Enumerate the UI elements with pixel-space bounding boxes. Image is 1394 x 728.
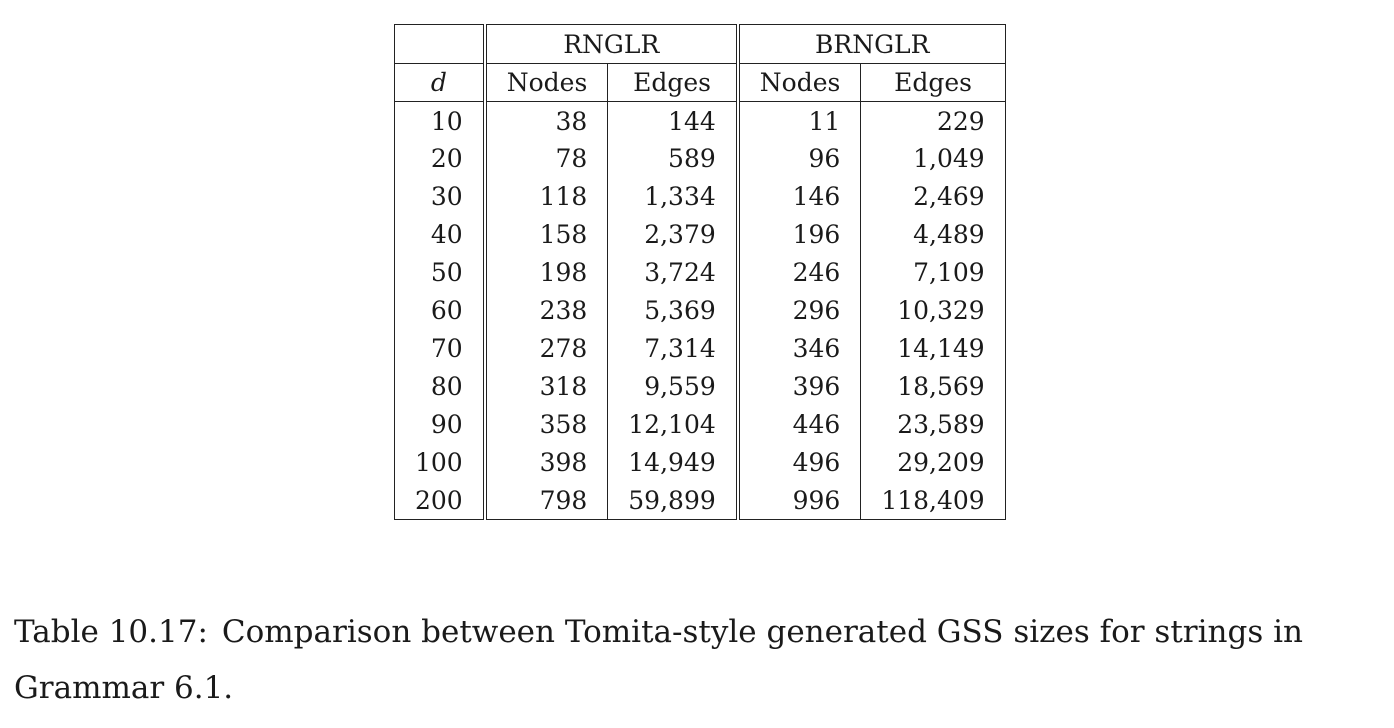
table-row: [395, 444, 1006, 482]
group-header-rnglr: RNGLR: [485, 25, 738, 64]
cell-rnglr-nodes: 358: [485, 406, 608, 444]
table-row: [395, 292, 1006, 330]
table-row: [395, 216, 1006, 254]
cell-rnglr-edges: 589: [608, 140, 738, 178]
cell-brnglr-edges: 23,589: [861, 406, 1005, 444]
table-row: [395, 254, 1006, 292]
cell-brnglr-edges: 4,489: [861, 216, 1005, 254]
cell-d: 70: [395, 330, 485, 368]
cell-rnglr-edges: 9,559: [608, 368, 738, 406]
cell-brnglr-edges: 1,049: [861, 140, 1005, 178]
cell-rnglr-nodes: 318: [485, 368, 608, 406]
sub-header-row: [395, 64, 1006, 102]
cell-brnglr-nodes: 11: [738, 102, 861, 140]
cell-rnglr-edges: 14,949: [608, 444, 738, 482]
cell-d: 60: [395, 292, 485, 330]
caption-text-line2: Grammar 6.1.: [14, 670, 234, 706]
table-row: [395, 406, 1006, 444]
cell-brnglr-edges: 29,209: [861, 444, 1005, 482]
cell-brnglr-nodes: 996: [738, 482, 861, 520]
cell-d: 100: [395, 444, 485, 482]
rnglr-edges-header: Edges: [608, 64, 738, 102]
cell-d: 80: [395, 368, 485, 406]
cell-rnglr-nodes: 118: [485, 178, 608, 216]
cell-rnglr-nodes: 798: [485, 482, 608, 520]
cell-brnglr-edges: 10,329: [861, 292, 1005, 330]
cell-brnglr-edges: 2,469: [861, 178, 1005, 216]
cell-rnglr-edges: 59,899: [608, 482, 738, 520]
cell-brnglr-nodes: 196: [738, 216, 861, 254]
cell-brnglr-nodes: 146: [738, 178, 861, 216]
table-body: [395, 102, 1006, 520]
cell-brnglr-edges: 229: [861, 102, 1005, 140]
cell-rnglr-edges: 2,379: [608, 216, 738, 254]
cell-brnglr-nodes: 246: [738, 254, 861, 292]
table-row: [395, 482, 1006, 520]
cell-rnglr-edges: 3,724: [608, 254, 738, 292]
cell-brnglr-nodes: 396: [738, 368, 861, 406]
group-header-brnglr: BRNGLR: [738, 25, 1005, 64]
table-row: [395, 102, 1006, 140]
caption-label: Table 10.17:: [14, 614, 208, 650]
cell-d: 30: [395, 178, 485, 216]
d-header: d: [395, 64, 485, 102]
table-caption: [14, 604, 1380, 716]
table-row: [395, 330, 1006, 368]
caption-text-line1: Comparison between Tomita-style generated GSS sizes for strings in: [221, 614, 1303, 650]
cell-rnglr-nodes: 78: [485, 140, 608, 178]
table-row: [395, 368, 1006, 406]
cell-brnglr-edges: 14,149: [861, 330, 1005, 368]
cell-rnglr-nodes: 278: [485, 330, 608, 368]
cell-rnglr-edges: 144: [608, 102, 738, 140]
table-row: [395, 140, 1006, 178]
cell-rnglr-nodes: 238: [485, 292, 608, 330]
cell-brnglr-edges: 18,569: [861, 368, 1005, 406]
cell-d: 40: [395, 216, 485, 254]
cell-d: 10: [395, 102, 485, 140]
cell-rnglr-edges: 7,314: [608, 330, 738, 368]
cell-d: 200: [395, 482, 485, 520]
cell-brnglr-nodes: 496: [738, 444, 861, 482]
cell-brnglr-nodes: 446: [738, 406, 861, 444]
cell-rnglr-nodes: 158: [485, 216, 608, 254]
table-row: [395, 178, 1006, 216]
corner-cell: [395, 25, 485, 64]
cell-d: 90: [395, 406, 485, 444]
results-table-container: [394, 24, 1006, 520]
cell-brnglr-nodes: 296: [738, 292, 861, 330]
cell-rnglr-edges: 12,104: [608, 406, 738, 444]
group-header-row: [395, 25, 1006, 64]
cell-rnglr-nodes: 398: [485, 444, 608, 482]
gss-size-table: [394, 24, 1006, 520]
brnglr-edges-header: Edges: [861, 64, 1005, 102]
cell-brnglr-edges: 118,409: [861, 482, 1005, 520]
cell-rnglr-nodes: 198: [485, 254, 608, 292]
cell-brnglr-nodes: 346: [738, 330, 861, 368]
cell-brnglr-nodes: 96: [738, 140, 861, 178]
rnglr-nodes-header: Nodes: [485, 64, 608, 102]
cell-rnglr-edges: 5,369: [608, 292, 738, 330]
cell-rnglr-nodes: 38: [485, 102, 608, 140]
cell-rnglr-edges: 1,334: [608, 178, 738, 216]
brnglr-nodes-header: Nodes: [738, 64, 861, 102]
cell-d: 20: [395, 140, 485, 178]
cell-brnglr-edges: 7,109: [861, 254, 1005, 292]
cell-d: 50: [395, 254, 485, 292]
